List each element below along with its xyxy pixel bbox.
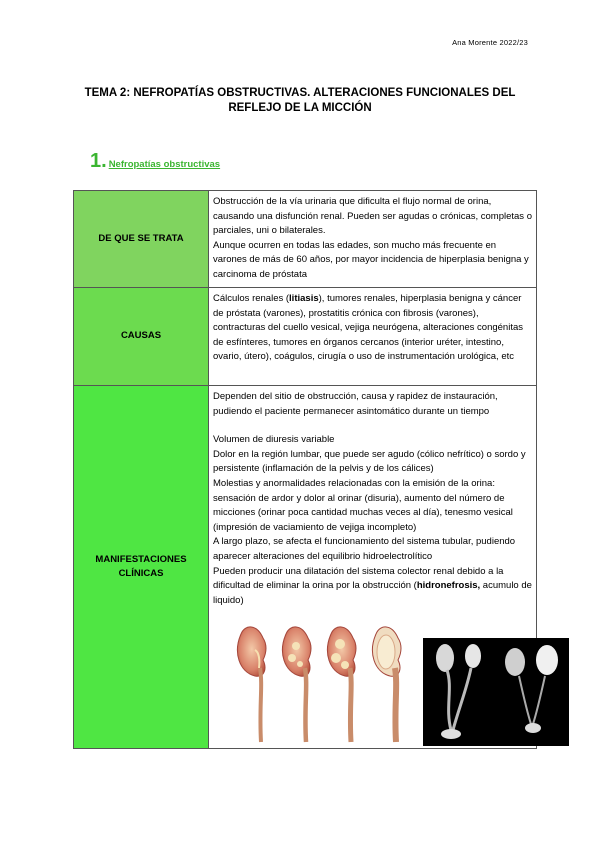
paragraph xyxy=(213,292,532,365)
bold-term: hidronefrosis, xyxy=(416,580,481,592)
spacer xyxy=(213,419,532,433)
row-content xyxy=(209,386,537,749)
section-number: 1. xyxy=(90,150,107,172)
author-note: Ana Morente 2022/23 xyxy=(452,38,528,47)
text-run: acumulo de liquido) xyxy=(213,580,532,606)
row-heading: MANIFESTACIONES CLÍNICAS xyxy=(74,386,209,749)
paragraph: A largo plazo, se afecta el funcionamiento del sistema tubular, pudiendo aparecer alteraciones del equilibrio hidroelectrolítico xyxy=(213,536,516,562)
paragraph: Dependen del sitio de obstrucción, causa y rapidez de instauración, pudiendo el paciente permanecer asintomático durante un tiempo xyxy=(213,391,498,417)
table-row xyxy=(74,386,537,749)
row-content xyxy=(209,288,537,386)
urography-xray-image xyxy=(423,638,569,746)
section-label: Nefropatías obstructivas xyxy=(108,159,221,170)
paragraph: Dolor en la región lumbar, que puede ser agudo (cólico nefrítico) o sordo y persistente (inflamación de la pelvis y de los cálices) xyxy=(213,448,526,475)
kidney-stage-4 xyxy=(372,627,401,742)
bold-term: litiasis xyxy=(289,293,319,304)
table-row xyxy=(74,191,537,288)
table-row xyxy=(74,288,537,386)
illustrations xyxy=(213,612,532,744)
row-content xyxy=(209,191,537,288)
page-title xyxy=(60,86,540,116)
text-run: Pueden producir una dilatación del sistema colector renal debido a la dificultad de eliminar la orina por la obstrucción ( xyxy=(213,565,504,592)
row-heading: CAUSAS xyxy=(74,288,209,386)
title-line-1: TEMA 2: NEFROPATÍAS OBSTRUCTIVAS. ALTERACIONES FUNCIONALES DEL xyxy=(84,87,516,99)
title-line-2: REFLEJO DE LA MICCIÓN xyxy=(228,102,372,114)
paragraph: Molestias y anormalidades relacionadas con la emisión de la orina: sensación de ardor y dolor al orinar (disuria), aumento del número de micciones (orinar poca cantidad muchas veces al día), tenesmo vesical (impresión de vaciamiento de vejiga incompleto) xyxy=(213,477,513,533)
text-run: ), tumores renales, hiperplasia benigna y cáncer de próstata (varones), prostatitis crónica con fibrosis (varones), contracturas del cuello vesical, vejiga neurógena, alteraciones congénitas de esfínteres, tumores en órganos cercanos (interior uréter, intestino, ovario, útero), coágulos, cirugía o uso de instrumentación urológica, etc xyxy=(213,293,523,363)
hydronephrosis-kidney-illustration xyxy=(233,616,418,746)
paragraph: Obstrucción de la vía urinaria que dificulta el flujo normal de orina, causando una disfunción renal. Pueden ser agudas o crónicas, completas o parciales, uni o bilaterales. xyxy=(213,196,532,237)
info-table xyxy=(73,190,537,749)
paragraph xyxy=(213,565,532,609)
kidney-stage-3 xyxy=(327,627,356,742)
row-heading: DE QUE SE TRATA xyxy=(74,191,209,288)
section-heading xyxy=(90,150,220,173)
kidney-stage-2 xyxy=(282,627,311,742)
text-run: Cálculos renales ( xyxy=(213,293,290,304)
kidney-stage-1 xyxy=(237,627,266,742)
paragraph: Aunque ocurren en todas las edades, son mucho más frecuente en varones de más de 60 años, por mayor incidencia de hiperplasia benigna y carcinoma de próstata xyxy=(213,239,529,280)
paragraph: Volumen de diuresis variable xyxy=(213,434,335,446)
